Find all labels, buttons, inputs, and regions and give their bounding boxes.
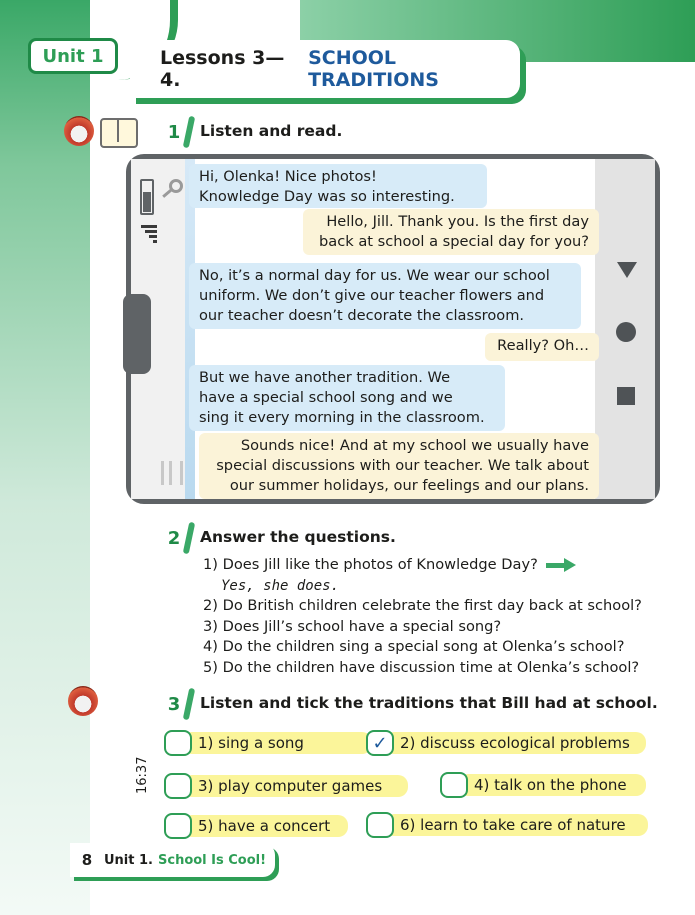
home-circle-icon[interactable] [616, 322, 636, 342]
chat-message-jill: No, it’s a normal day for us. We wear our school uniform. We don’t give our teacher flowers and our teacher doesn’t decorate the classroom. [189, 263, 581, 329]
unit-badge: Unit 1 [28, 38, 118, 74]
phone-clock: 16:37 [135, 756, 150, 794]
recent-square-icon[interactable] [617, 387, 635, 405]
phone-left-bezel [131, 159, 185, 794]
tradition-option[interactable]: 1) sing a song [164, 730, 364, 756]
exercise-1-number: 1 [162, 118, 186, 146]
checkbox[interactable] [440, 772, 468, 798]
exercise-3-number: 3 [162, 690, 186, 718]
battery-icon [140, 179, 154, 215]
signal-icon [139, 225, 157, 245]
question-item: 3) Does Jill’s school have a special song? [203, 617, 502, 635]
headphones-icon[interactable] [64, 116, 94, 146]
headphones-icon[interactable] [68, 686, 98, 716]
phone-side-button [123, 294, 151, 374]
checkbox[interactable] [164, 813, 192, 839]
question-item: 2) Do British children celebrate the first day back at school? [203, 597, 642, 614]
chat-message-olenka: Hello, Jill. Thank you. Is the first day back at school a special day for you? [303, 209, 599, 255]
chat-message-olenka: Sounds nice! And at my school we usually have special discussions with our teacher. We talk about our summer holidays, our feelings and our plans. [199, 433, 599, 499]
question-list [203, 555, 642, 678]
checkbox-checked[interactable] [366, 730, 394, 756]
exercise-1-instruction: Listen and read. [200, 122, 343, 140]
question-item: 1) Does Jill like the photos of Knowledge Day? [203, 555, 642, 576]
page-number: 8 [81, 851, 93, 869]
lessons-label: Lessons 3—4. [160, 47, 285, 91]
tradition-option[interactable]: 3) play computer games [164, 773, 400, 799]
chat-message-olenka: Really? Oh… [485, 333, 599, 361]
camera-icon [169, 179, 183, 193]
back-triangle-icon[interactable] [617, 262, 637, 278]
tradition-option[interactable]: 6) learn to take care of nature [366, 812, 640, 838]
chat-timeline-bar [185, 159, 195, 499]
exercise-2-instruction: Answer the questions. [200, 528, 396, 546]
chat-message-jill: Hi, Olenka! Nice photos! Knowledge Day was so interesting. [189, 164, 487, 208]
tradition-option[interactable]: 4) talk on the phone [440, 772, 638, 798]
checkbox[interactable] [164, 773, 192, 799]
arrow-right-icon [546, 559, 576, 571]
tradition-option[interactable]: 5) have a concert [164, 813, 340, 839]
question-item: 4) Do the children sing a special song at Olenka’s school? [203, 638, 625, 655]
footer-unit-name: School Is Cool! [158, 852, 267, 868]
topic-label: SCHOOL TRADITIONS [308, 47, 439, 91]
chat-message-jill: But we have another tradition. We have a special school song and we sing it every morning in the classroom. [189, 365, 505, 431]
page-footer [70, 843, 275, 877]
pause-icon [161, 461, 183, 485]
checkbox[interactable] [366, 812, 394, 838]
tradition-option[interactable]: ✓ 2) discuss ecological problems [366, 730, 638, 756]
book-icon[interactable] [100, 118, 138, 148]
exercise-3-instruction: Listen and tick the traditions that Bill had at school. [200, 694, 658, 712]
check-mark-icon: ✓ [372, 732, 388, 754]
sample-answer: Yes, she does. [221, 577, 340, 594]
page-title [130, 40, 520, 98]
checkbox[interactable] [164, 730, 192, 756]
footer-unit-label: Unit 1. [104, 852, 153, 868]
exercise-2-number: 2 [162, 524, 186, 552]
question-item: 5) Do the children have discussion time at Olenka’s school? [203, 658, 640, 676]
